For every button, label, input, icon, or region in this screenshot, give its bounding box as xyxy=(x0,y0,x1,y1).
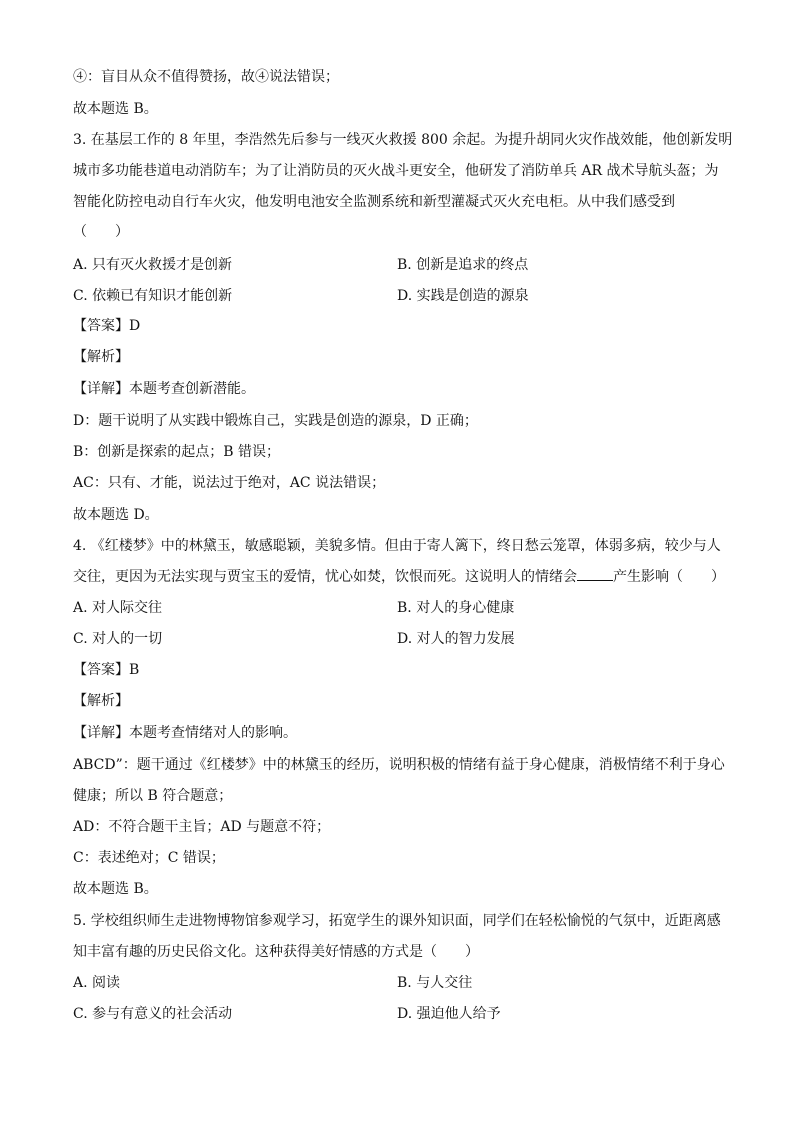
q3-stem-line-4: （ ） xyxy=(73,224,129,240)
q4-option-a: A. 对人际交往 xyxy=(73,600,163,616)
q4-detail-heading: 【详解】本题考查情绪对人的影响。 xyxy=(73,725,297,741)
q4-stem-line-2 xyxy=(73,567,725,587)
q5-option-c: C. 参与有意义的社会活动 xyxy=(73,1006,233,1022)
q4-stem-line-2-tail: 产生影响（ ） xyxy=(613,569,725,585)
q3-detail-heading: 【详解】本题考查创新潜能。 xyxy=(73,381,255,397)
q4-explanation-line-2: 健康；所以 B 符合题意； xyxy=(73,788,233,804)
q3-option-c: C. 依赖已有知识才能创新 xyxy=(73,288,233,304)
q5-stem-line-1: 5. 学校组织师生走进物博物馆参观学习，拓宽学生的课外知识面，同学们在轻松愉悦的气氛中，近距离感 xyxy=(73,913,721,929)
q4-option-b: B. 对人的身心健康 xyxy=(397,600,515,616)
q3-explanation-line-2: B：创新是探索的起点；B 错误； xyxy=(73,444,281,460)
q3-stem-line-3: 智能化防控电动自行车火灾，他发明电池安全监测系统和新型灌凝式灭火充电柜。从中我们感受到 xyxy=(73,194,675,210)
q3-explanation-line-1: D：题干说明了从实践中锻炼自己，实践是创造的源泉，D 正确； xyxy=(73,413,478,429)
q4-answer-summary: 故本题选 B。 xyxy=(73,881,158,897)
q5-stem-line-2: 知丰富有趣的历史民俗文化。这种获得美好情感的方式是（ ） xyxy=(73,944,479,960)
q5-option-b: B. 与人交往 xyxy=(397,975,473,991)
q4-stem-line-1: 4. 《红楼梦》中的林黛玉，敏感聪颖，美貌多情。但由于寄人篱下，终日愁云笼罩，体弱多病，较少与人 xyxy=(73,538,721,554)
prev-explanation-line: ④：盲目从众不值得赞扬，故④说法错误； xyxy=(73,69,339,85)
q3-option-d: D. 实践是创造的源泉 xyxy=(397,288,529,304)
q3-analysis-heading: 【解析】 xyxy=(73,349,129,365)
q5-option-a: A. 阅读 xyxy=(73,975,121,991)
q4-explanation-line-1: ABCD”：题干通过《红楼梦》中的林黛玉的经历，说明积极的情绪有益于身心健康，消极情绪不利于身心 xyxy=(73,757,725,773)
q3-stem-line-2: 城市多功能巷道电动消防车；为了让消防员的灭火战斗更安全，他研发了消防单兵 AR 战术导航头盔；为 xyxy=(73,163,719,179)
q4-explanation-line-4: C：表述绝对；C 错误； xyxy=(73,850,225,866)
q3-answer-summary: 故本题选 D。 xyxy=(73,507,159,523)
fill-in-blank xyxy=(577,568,613,581)
q4-option-c: C. 对人的一切 xyxy=(73,631,163,647)
q4-explanation-line-3: AD：不符合题干主旨；AD 与题意不符； xyxy=(73,819,331,835)
q3-explanation-line-3: AC：只有、才能，说法过于绝对，AC 说法错误； xyxy=(73,475,386,491)
q4-option-d: D. 对人的智力发展 xyxy=(397,631,515,647)
q4-stem-line-2-text: 交往，更因为无法实现与贾宝玉的爱情，忧心如焚，饮恨而死。这说明人的情绪会 xyxy=(73,569,577,585)
q4-analysis-heading: 【解析】 xyxy=(73,693,129,709)
q5-option-d: D. 强迫他人给予 xyxy=(397,1006,501,1022)
q3-stem-line-1: 3. 在基层工作的 8 年里，李浩然先后参与一线灭火救援 800 余起。为提升胡同火灾作战效能，他创新发明 xyxy=(73,132,733,148)
prev-answer-summary: 故本题选 B。 xyxy=(73,101,158,117)
q3-option-b: B. 创新是追求的终点 xyxy=(397,257,529,273)
q4-answer: 【答案】B xyxy=(73,662,140,678)
q3-answer: 【答案】D xyxy=(73,318,141,334)
q3-option-a: A. 只有灭火救援才是创新 xyxy=(73,257,233,273)
